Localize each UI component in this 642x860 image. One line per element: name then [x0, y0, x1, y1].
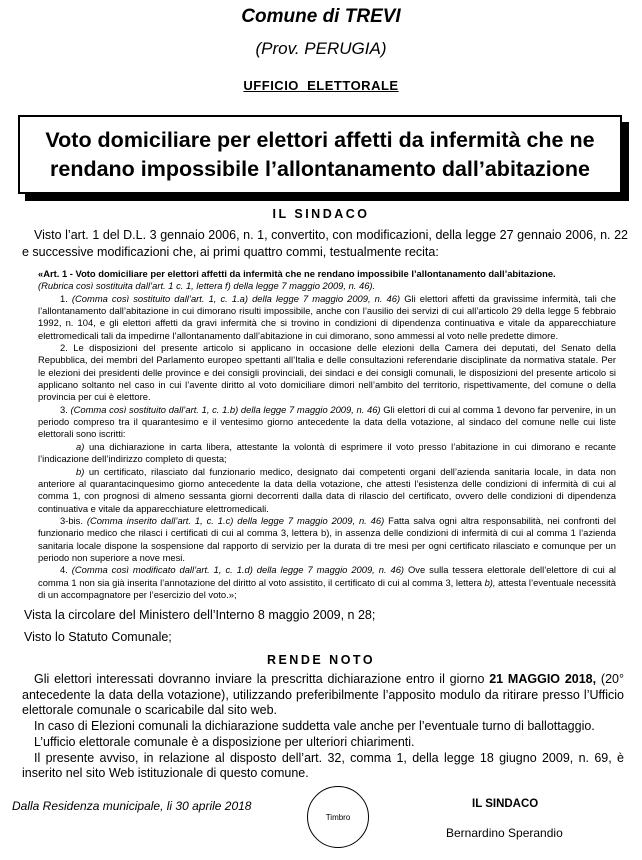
document-title: Voto domiciliare per elettori affetti da infermità che ne rendano impossibile l’allontanamento dall’abitazione	[45, 127, 595, 181]
title-box	[18, 115, 622, 194]
comma-4-note: (Comma così modificato dall’art. 1, c. 1.d) della legge 7 maggio 2009, n. 46)	[71, 564, 405, 576]
notice-body	[22, 672, 624, 782]
comune-title: Comune di TREVI	[241, 6, 401, 27]
comma-3-note: (Comma così sostituito dall’art. 1, c. 1.b) della legge 7 maggio 2009, n. 46)	[70, 403, 381, 415]
article-heading: «Art. 1 - Voto domiciliare per elettori affetti da infermità che ne rendano impossibile l’allontanamento dall’abitazione.	[38, 268, 556, 279]
comma-3-b	[38, 466, 616, 515]
comma-4-text: Ove sulla tessera elettorale dell’elettore di cui al comma 1 non sia già inserita l’annotazione del diritto al voto assistito, il certificato di cui al comma 3, lettera	[38, 564, 616, 588]
comma-4-number: 4.	[60, 564, 72, 576]
article-rubrica: (Rubrica così sostituita dall’art. 1 c. 1, lettera f) della legge 7 maggio 2009, n. 46).	[38, 280, 376, 292]
article-quote	[38, 268, 616, 601]
signatory-name: Bernardino Sperandio	[446, 826, 563, 840]
date-place: Dalla Residenza municipale, li 30 aprile 2018	[12, 799, 252, 813]
comma-4-text-end: attesta l’eventuale necessità di un accompagnatore per l’esercizio del voto.»;	[38, 576, 616, 600]
comma-3-b-text: un certificato, rilasciato dal funzionario medico, designato dai competenti organi dell’azienda sanitaria locale, in data non anteriore al quarantacinquesimo giorno antecedente la data della votazione, che attesti l’esistenza delle condizioni di infermità di cui al comma 1, con prognosi di almeno sessanta giorni decorrenti dalla data di rilascio del certificato, ovvero delle condizioni di dipendenza continuativa e vitale da apparecchiature elettromedicali.	[38, 465, 616, 514]
notice-paragraph-4: Il presente avviso, in relazione al disposto dell’art. 32, comma 1, della legge 18 giugno 2009, n. 69, è inserito nel sito Web istituzionale di questo comune.	[22, 750, 624, 781]
provincia: (Prov. PERUGIA)	[255, 39, 387, 58]
comma-3-a-text: una dichiarazione in carta libera, attestante la volontà di esprimere il voto presso l’abitazione in cui dimorano e recante l’indicazione dell’indirizzo completo di questa;	[38, 440, 616, 465]
visto-circolare: Vista la circolare del Ministero dell’Interno 8 maggio 2009, n 28;	[24, 608, 376, 622]
comma-4	[38, 564, 616, 601]
visto-decreto: Visto l’art. 1 del D.L. 3 gennaio 2006, n. 1, convertito, con modificazioni, della legge 27 gennaio 2006, n. 22 e successive modificazioni che, ai primi quattro commi, testualmente recita:	[22, 228, 628, 259]
visto-statuto: Visto lo Statuto Comunale;	[24, 630, 172, 644]
notice-p1-text-end: (20° antecedente la data della votazione), utilizzando preferibilmente l’apposito modulo da ritirare presso l’Ufficio elettorale comunale o scaricabile dal sito web.	[22, 672, 624, 718]
comma-3-bis	[38, 515, 616, 564]
comma-3-text: Gli elettori di cui al comma 1 devono far pervenire, in un periodo compreso tra il quarantesimo e il ventesimo giorno antecedente la data della votazione, al sindaco del comune nelle cui liste elettorali sono iscritti:	[38, 403, 616, 440]
signatory-role: IL SINDACO	[472, 798, 539, 810]
comma-4-letter: b),	[484, 576, 496, 588]
comma-3-bis-note: (Comma inserito dall’art. 1, c. 1.c) della legge 7 maggio 2009, n. 46)	[82, 514, 385, 526]
notice-p1-text: Gli elettori interessati dovranno inviare la prescritta dichiarazione entro il giorno	[34, 672, 490, 686]
comma-1-note: (Comma così sostituito dall’art. 1, c. 1.a) della legge 7 maggio 2009, n. 46)	[71, 292, 401, 304]
comma-3-number: 3.	[60, 403, 71, 415]
comma-3-a	[38, 441, 616, 466]
deadline-date: 21 MAGGIO 2018,	[489, 672, 597, 686]
stamp-placeholder	[307, 786, 369, 848]
comma-3-a-letter: a)	[76, 440, 85, 452]
rende-noto-heading: RENDE NOTO	[266, 653, 376, 667]
comma-1-number: 1.	[60, 292, 72, 304]
comma-2: 2. Le disposizioni del presente articolo si applicano in occasione delle elezioni della Camera dei deputati, del Senato della Repubblica, dei membri del Parlamento europeo spettanti all’Italia e delle consultazioni referendarie disciplinate da normativa statale. Per le elezioni dei presidenti delle province e dei consigli provinciali, dei sindaci e dei consigli comunali, le disposizioni del presente articolo si applicano soltanto nel caso in cui l’avente diritto al voto domiciliare dimori nell’ambito del territorio, rispettivamente, del comune o della provincia per cui è elettore.	[38, 342, 616, 403]
comma-3-b-letter: b)	[76, 465, 85, 477]
notice-paragraph-2: In caso di Elezioni comunali la dichiarazione suddetta vale anche per l’eventuale turno di ballottaggio.	[34, 719, 595, 734]
stamp-label: Timbro	[325, 812, 351, 822]
comma-1-text: Gli elettori affetti da gravissime infermità, tali che l’allontanamento dall’abitazione in cui dimorano risulti impossibile, anche con l’ausilio dei servizi di cui all’articolo 29 della legge 5 febbraio 1992, n. 104, e gli elettori affetti da gravi infermità che si trovino in condizioni di dipendenza continuativa e vitale da apparecchiature elettromedicali tali da impedirne l’allontanamento dall’abitazione in cui dimorano, sono ammessi al voto nelle predette dimore.	[38, 292, 616, 341]
comma-3-bis-number: 3-bis.	[60, 514, 83, 526]
sindaco-heading: IL SINDACO	[272, 207, 370, 221]
comma-1	[38, 293, 616, 342]
comma-3-bis-text: Fatta salva ogni altra responsabilità, nei confronti del funzionario medico che rilasci i certificati di cui al comma 3, lettera b), in assenza delle condizioni di infermità di cui al comma 1 l’azienda sanitaria locale dispone la sospensione dal rapporto di servizio per la durata di tre mesi per ogni certificato rilasciato e comunque per un periodo non superiore a nove mesi.	[38, 514, 616, 563]
notice-paragraph-1	[22, 672, 624, 719]
notice-paragraph-3: L’ufficio elettorale comunale è a disposizione per ulteriori chiarimenti.	[34, 734, 415, 749]
comma-3	[38, 404, 616, 441]
ufficio-elettorale: UFFICIO ELETTORALE	[243, 78, 399, 93]
